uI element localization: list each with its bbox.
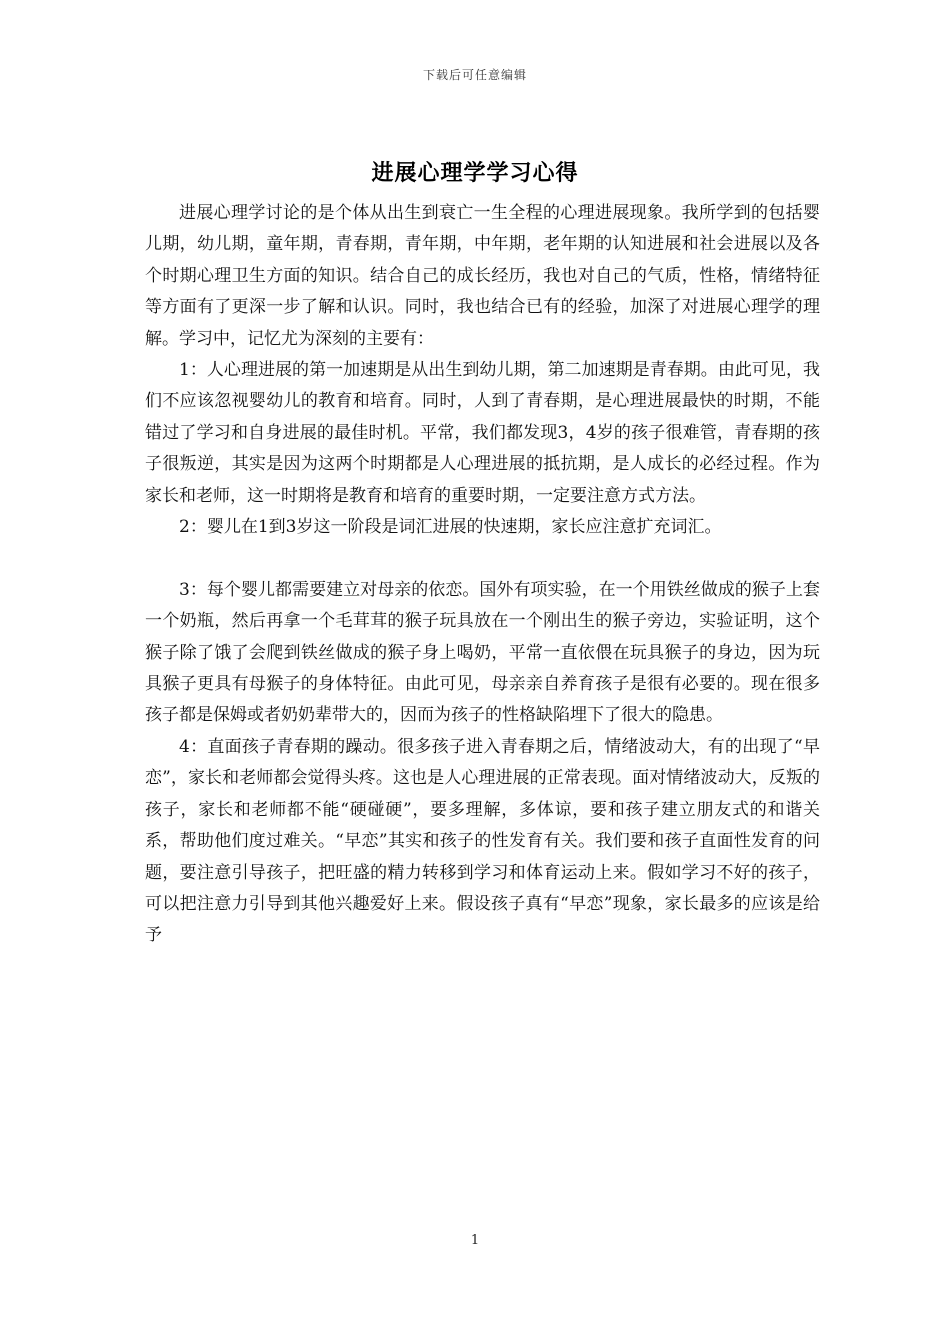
- document-body: [145, 198, 820, 952]
- paragraph-intro: 进展心理学讨论的是个体从出生到衰亡一生全程的心理进展现象。我所学到的包括婴儿期，幼儿期，童年期，青春期，青年期，中年期，老年期的认知进展和社会进展以及各个时期心理卫生方面的知识。结合自己的成长经历，我也对自己的气质，性格，情绪特征等方面有了更深一步了解和认识。同时，我也结合已有的经验，加深了对进展心理学的理解。学习中，记忆尤为深刻的主要有：: [145, 203, 820, 349]
- paragraph-point-2: 2：婴儿在1到3岁这一阶段是词汇进展的快速期，家长应注意扩充词汇。: [179, 517, 722, 538]
- page-number: 1: [470, 1233, 480, 1248]
- paragraph-point-4: 4：直面孩子青春期的躁动。很多孩子进入青春期之后，情绪波动大，有的出现了“早恋”，家长和老师都会觉得头疼。这也是人心理进展的正常表现。面对情绪波动大，反叛的孩子，家长和老师都不能“硬碰硬”，要多理解，多体谅，要和孩子建立朋友式的和谐关系，帮助他们度过难关。“早恋”其实和孩子的性发育有关。我们要和孩子直面性发育的问题，要注意引导孩子，把旺盛的精力转移到学习和体育运动上来。假如学习不好的孩子，可以把注意力引导到其他兴趣爱好上来。假设孩子真有“早恋”现象，家长最多的应该是给予: [145, 736, 820, 946]
- document-title: 进展心理学学习心得: [371, 160, 579, 186]
- page-header-note: 下载后可任意编辑: [422, 68, 527, 82]
- paragraph-point-1: 1：人心理进展的第一加速期是从出生到幼儿期，第二加速期是青春期。由此可见，我们不应该忽视婴幼儿的教育和培育。同时，人到了青春期，是心理进展最快的时期，不能错过了学习和自身进展的最佳时机。平常，我们都发现3，4岁的孩子很难管，青春期的孩子很叛逆，其实是因为这两个时期都是人心理进展的抵抗期，是人成长的必经过程。作为家长和老师，这一时期将是教育和培育的重要时期，一定要注意方式方法。: [145, 360, 820, 506]
- paragraph-point-3: 3：每个婴儿都需要建立对母亲的依恋。国外有项实验，在一个用铁丝做成的猴子上套一个奶瓶，然后再拿一个毛茸茸的猴子玩具放在一个刚出生的猴子旁边，实验证明，这个猴子除了饿了会爬到铁丝做成的猴子身上喝奶，平常一直依偎在玩具猴子的身边，因为玩具猴子更具有母猴子的身体特征。由此可见，母亲亲自养育孩子是很有必要的。现在很多孩子都是保姆或者奶奶辈带大的，因而为孩子的性格缺陷埋下了很大的隐患。: [145, 579, 820, 726]
